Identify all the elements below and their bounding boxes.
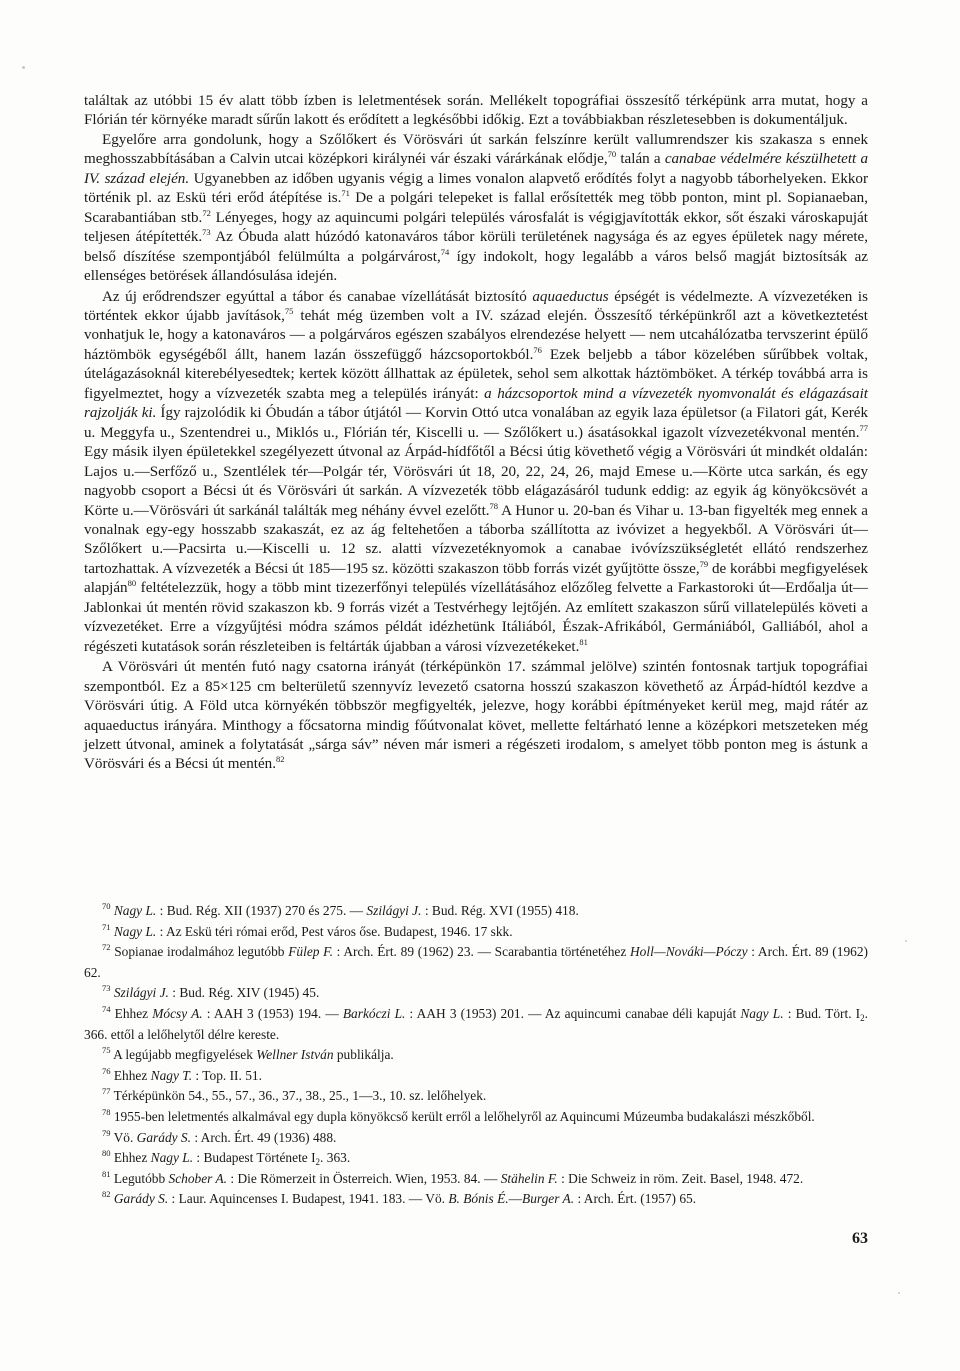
- footnote: $^{70}$ Nagy L. : Bud. Rég. XII (1937) 270 és 275. — Szilágyi J. : Bud. Rég. XVI (1955) 418.: [102, 901, 579, 918]
- paragraph: A Vörösvári út mentén futó nagy csatorna irányát (térképünkön 17. számmal jelölve) szintén fontosnak tartjuk topográfiai szempontból. Ez a 85×125 cm belterületű szennyvíz levezető csatorna hosszú szakaszon követhető az Árpád-hídtól kezdve a Vörösvári útig. A Föld utca környékén többször megfigyelték, jelezve, hogy korábbi építményeket kerül meg, majd rátér az aquaeductus irányára. Minthogy a főcsatorna mindig főútvonalat követ, mellette feltárható lenne a középkori metszeteken még jelzett útvonal, aminek a folytatását „sárga sáv” néven már ismeri a régészeti irodalom, s amelyet több ponton meg is ástunk a Vörösvári és a Bécsi út mentén.$^{82}$: [84, 659, 868, 773]
- footnote: $^{73}$ Szilágyi J. : Bud. Rég. XIV (1945) 45.: [102, 983, 320, 1001]
- footnote: $^{81}$ Legutóbb Schober A. : Die Römerzeit in Österreich. Wien, 1953. 84. — Stähelin F. : Die Schweiz in röm. Zeit. Basel, 1948. 472.: [102, 1168, 804, 1186]
- footnote: $^{71}$ Nagy L. : Az Eskü téri római erőd, Pest város őse. Budapest, 1946. 17 skk.: [102, 921, 513, 939]
- scan-speck: [22, 66, 25, 69]
- footnote: $^{72}$ Sopianae irodalmához legutóbb Fülep F. : Arch. Ért. 89 (1962) 23. — Scarabantia történetéhez Holl—Nováki—Póczy : Arch. Ért. 89 (1962) 62.: [84, 942, 868, 980]
- paragraph: találtak az utóbbi 15 év alatt több ízben is leletmentések során. Mellékelt topográfiai összesítő térképünk arra mutat, hogy a Flórián tér környéke maradt sűrűn lakott és erődített a legkésőbbi időkig. Ezt a továbbiakban részletesebben is dokumentáljuk.: [84, 93, 868, 129]
- footnote: $^{76}$ Ehhez Nagy T. : Top. II. 51.: [102, 1065, 262, 1083]
- footnote: $^{77}$ Térképünkön 54., 55., 57., 36., 37., 38., 25., 1—3., 10. sz. lelőhelyek.: [102, 1086, 487, 1104]
- paragraph: Az új erődrendszer egyúttal a tábor és canabae vízellátását biztosító aquaeductus épségét is védelmezte. A vízvezetéken is történtek ekkor újabb javítások,$^{75}$ tehát még üzemben volt a IV. század elején. Összesítő térképünkről azt a következtetést vonhatjuk le, hogy a katonaváros — a polgárváros egészen szabályos elrendezése helyett — nem utcahálózatba tervszerint épülő háztömbök egységéből állt, hanem lazán összefüggő házcsoportokból.$^{76}$ Ezek beljebb a tábor közelében sűrűbbek voltak, útelágazásoknál kiterebélyesedtek; kertek között állhattak az épületek, sehol sem alkottak háztömböket. A térkép továbbá arra is figyelmeztet, hogy a vízvezeték szabta meg a település irányát: a házcsoportok mind a vízvezeték nyomvonalát és elágazásait rajzolják ki. Így rajzolódik ki Óbudán a tábor útjától — Korvin Ottó utca vonalában az egyik laza épületsor (a Filatori gát, Kerék u. Meggyfa u., Szentendrei u., Miklós u., Flórián tér, Kiscelli u. — Szőlőkert u.) ásatásokkal igazolt vízvezetékvonal mentén.$^{77}$ Egy másik ilyen épületekkel szegélyezett útvonal az Árpád-hídfőtől a Bécsi útig követhető végig a Vörösvári út mindkét oldalán: Lajos u.—Serfőző u., Szentlélek tér—Polgár tér, Vörösvári út 18, 20, 22, 24, 26, majd Emese u.—Körte utca sarkán, és egy nagyobb csoport a Bécsi út és Vörösvári út sarkán. A vízvezeték több elágazásáról tudunk eddig: az egyik ág könyökcsövét a Körte u.—Vörösvári út sarkánál találták meg néhány évvel ezelőtt.$^{78}$ A Hunor u. 20-ban és Vihar u. 13-ban figyelték meg ennek a vonalnak egy-egy hosszabb szakaszát, ez az ág feltehetően a táborba szállította az ivóvizet a hegyekből. A Vörösvári út—Szőlőkert u.—Pacsirta u.—Kiscelli u. 12 sz. alatti vízvezetéknyomok a canabae ivóvízszükségletét ellátó rendszerhez tartozhattak. A vízvezeték a Bécsi út 185—195 sz. közötti szakaszon több forrás vizét gyűjtötte össze,$^{79}$ de korábbi megfigyelések alapján$^{80}$ feltételezzük, hogy a több mint tizezerfőnyi település vízellátásához előzőleg felvette a Farkastoroki út—Erdőalja út—Jablonkai út mentén rövid szakaszon kb. 9 forrás vizét a Testvérhegy lejtőjén. Az említett szakaszon sűrű villatelepülés követi a vízvezetéket. Erre a vízgyűjtési módra számos példát idézhetünk Itáliából, Észak-Afrikából, Germániából, Galliából, ahol a régészeti kutatások során részleteiben is feltárták újabban a városi vízvezetékeket.$^{81}$: [84, 288, 869, 655]
- footnote: $^{75}$ A legújabb megfigyelések Wellner István publikálja.: [102, 1045, 394, 1063]
- main-text: [84, 92, 868, 775]
- footnote: $^{82}$ Garády S. : Laur. Aquincenses I. Budapest, 1941. 183. — Vö. B. Bónis É.—Burger A. : Arch. Ért. (1957) 65.: [102, 1189, 697, 1207]
- footnote: $^{74}$ Ehhez Mócsy A. : AAH 3 (1953) 194. — Barkóczi L. : AAH 3 (1953) 201. — Az aquincumi canabae déli kapuját Nagy L. : Bud. Tört. $I_2$. 366. ettől a lelőhelytől délre kereste.: [84, 1003, 869, 1042]
- scan-speck: [898, 1292, 900, 1294]
- scan-speck: [905, 940, 907, 942]
- footnote: $^{78}$ 1955-ben leletmentés alkalmával egy dupla könyökcső került erről a lelőhelyről az Aquincumi Múzeumba budakalászi mészkőből.: [102, 1106, 815, 1124]
- footnote: $^{80}$ Ehhez Nagy L. : Budapest Története $I_2$. 363.: [102, 1148, 351, 1168]
- footnote: $^{79}$ Vö. Garády S. : Arch. Ért. 49 (1936) 488.: [102, 1127, 337, 1145]
- footnotes: [84, 901, 868, 1210]
- paragraph: Egyelőre arra gondolunk, hogy a Szőlőkert és Vörösvári út sarkán felszínre került vallumrendszer kis szakasza s ennek meghosszabbításában a Calvin utcai középkori királynéi vár északi várárkának elődje,$^{70}$ talán a canabae védelmére készülhetett a IV. század elején. Ugyanebben az időben ugyanis végig a limes vonalon alapvető erődítés folyt a nagyobb táborhelyeken. Ekkor történik pl. az Eskü téri erőd átépítése is.$^{71}$ De a polgári telepeket is fallal erősítették meg több ponton, mint pl. Sopianaeban, Scarabantiában stb.$^{72}$ Lényeges, hogy az aquincumi polgári település városfalát is végigjavították ekkor, sőt északi városkapuját teljesen átépítették.$^{73}$ Az Óbuda alatt húzódó katonaváros tábor körüli területének nagysága és az egyes épületek nagy mérete, belső díszítése szempontjából felülmúlta a polgárvárost,$^{74}$ így indokolt, hogy legalább a város belső magját biztosítsák az ellenséges betörések állandósulása idején.: [84, 131, 868, 285]
- page-number: 63: [852, 1230, 868, 1247]
